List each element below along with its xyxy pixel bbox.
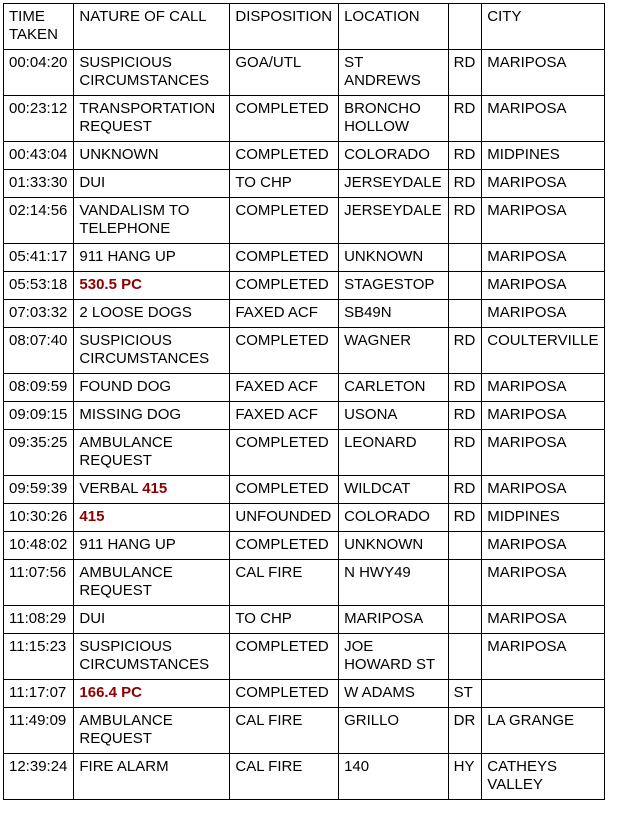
cell-time: 00:04:20 (4, 50, 74, 96)
table-row (4, 476, 605, 504)
header-row (4, 4, 605, 50)
cell-location: STAGESTOP (339, 272, 449, 300)
cell-location: WAGNER (339, 328, 449, 374)
table-row (4, 244, 605, 272)
cell-time: 12:39:24 (4, 754, 74, 800)
nature-text: AMBULANCE REQUEST (79, 434, 173, 469)
cell-suffix: RD (448, 170, 482, 198)
nature-text: TRANSPORTATION REQUEST (79, 100, 216, 135)
cell-city: MARIPOSA (482, 244, 605, 272)
cell-city: MIDPINES (482, 142, 605, 170)
table-row (4, 754, 605, 800)
table-row (4, 532, 605, 560)
nature-text: UNKNOWN (79, 146, 159, 163)
cell-nature (74, 532, 230, 560)
cell-suffix (448, 606, 482, 634)
cell-time: 00:23:12 (4, 96, 74, 142)
cell-nature (74, 198, 230, 244)
cell-time: 02:14:56 (4, 198, 74, 244)
cell-nature (74, 142, 230, 170)
cell-nature (74, 634, 230, 680)
nature-text: DUI (79, 610, 106, 627)
cell-city: MARIPOSA (482, 560, 605, 606)
cell-time: 09:35:25 (4, 430, 74, 476)
cell-disposition: CAL FIRE (230, 560, 339, 606)
cell-time: 11:15:23 (4, 634, 74, 680)
table-row (4, 328, 605, 374)
nature-text: FIRE ALARM (79, 758, 169, 775)
cell-city: MARIPOSA (482, 198, 605, 244)
cell-city: LA GRANGE (482, 708, 605, 754)
table-row (4, 142, 605, 170)
cell-suffix: ST (448, 680, 482, 708)
cell-suffix (448, 634, 482, 680)
cell-location: COLORADO (339, 504, 449, 532)
cell-time: 05:41:17 (4, 244, 74, 272)
table-row (4, 272, 605, 300)
cell-city: MARIPOSA (482, 634, 605, 680)
cell-suffix: RD (448, 142, 482, 170)
cell-city: MARIPOSA (482, 476, 605, 504)
cell-disposition: COMPLETED (230, 680, 339, 708)
cell-nature (74, 680, 230, 708)
cell-suffix: RD (448, 402, 482, 430)
table-row (4, 50, 605, 96)
cell-time: 08:07:40 (4, 328, 74, 374)
cell-city (482, 680, 605, 708)
cell-suffix (448, 272, 482, 300)
cell-city: MARIPOSA (482, 606, 605, 634)
cell-location: 140 (339, 754, 449, 800)
cell-nature (74, 328, 230, 374)
cell-disposition: FAXED ACF (230, 402, 339, 430)
penal-code: 530.5 PC (79, 276, 142, 293)
cell-time: 11:49:09 (4, 708, 74, 754)
penal-code: 415 (142, 480, 168, 497)
cell-disposition: COMPLETED (230, 142, 339, 170)
cell-time: 05:53:18 (4, 272, 74, 300)
cell-nature (74, 560, 230, 606)
cell-time: 01:33:30 (4, 170, 74, 198)
cell-location: JOE HOWARD ST (339, 634, 449, 680)
table-row (4, 708, 605, 754)
cell-city: MARIPOSA (482, 374, 605, 402)
table-row (4, 680, 605, 708)
cell-location: LEONARD (339, 430, 449, 476)
cell-time: 11:17:07 (4, 680, 74, 708)
cell-time: 09:09:15 (4, 402, 74, 430)
table-row (4, 606, 605, 634)
cell-nature (74, 754, 230, 800)
nature-text: DUI (79, 174, 106, 191)
nature-text: AMBULANCE REQUEST (79, 564, 173, 599)
table-row (4, 170, 605, 198)
nature-text: 911 HANG UP (79, 536, 176, 553)
cell-city: CATHEYS VALLEY (482, 754, 605, 800)
cell-city: MARIPOSA (482, 96, 605, 142)
cell-location: COLORADO (339, 142, 449, 170)
table-row (4, 430, 605, 476)
penal-code: 166.4 PC (79, 684, 142, 701)
cell-disposition: COMPLETED (230, 244, 339, 272)
cell-time: 11:08:29 (4, 606, 74, 634)
cell-time: 08:09:59 (4, 374, 74, 402)
cell-city: MIDPINES (482, 504, 605, 532)
cell-disposition: TO CHP (230, 170, 339, 198)
cell-nature (74, 244, 230, 272)
cell-city: MARIPOSA (482, 272, 605, 300)
nature-text: 2 LOOSE DOGS (79, 304, 192, 321)
cell-city: MARIPOSA (482, 170, 605, 198)
cell-time: 10:30:26 (4, 504, 74, 532)
cell-location: GRILLO (339, 708, 449, 754)
cell-location: MARIPOSA (339, 606, 449, 634)
nature-text: SUSPICIOUS CIRCUMSTANCES (79, 332, 210, 367)
cell-nature (74, 402, 230, 430)
header-location: LOCATION (339, 4, 449, 50)
cell-disposition: COMPLETED (230, 430, 339, 476)
nature-text: SUSPICIOUS CIRCUMSTANCES (79, 638, 210, 673)
table-row (4, 374, 605, 402)
cell-suffix: RD (448, 198, 482, 244)
table-row (4, 300, 605, 328)
header-city: CITY (482, 4, 605, 50)
cell-time: 07:03:32 (4, 300, 74, 328)
cell-location: JERSEYDALE (339, 198, 449, 244)
header-nature: NATURE OF CALL (74, 4, 230, 50)
cell-city: COULTERVILLE (482, 328, 605, 374)
cell-disposition: COMPLETED (230, 198, 339, 244)
cell-city: MARIPOSA (482, 50, 605, 96)
header-disposition: DISPOSITION (230, 4, 339, 50)
cell-location: SB49N (339, 300, 449, 328)
cell-disposition: COMPLETED (230, 96, 339, 142)
cell-location: UNKNOWN (339, 244, 449, 272)
penal-code: 415 (79, 508, 105, 525)
table-row (4, 198, 605, 244)
cell-suffix (448, 560, 482, 606)
cell-suffix: RD (448, 374, 482, 402)
cell-disposition: GOA/UTL (230, 50, 339, 96)
cell-suffix: RD (448, 504, 482, 532)
cell-suffix: RD (448, 96, 482, 142)
cell-nature (74, 476, 230, 504)
table-row (4, 504, 605, 532)
cell-suffix: RD (448, 328, 482, 374)
cell-nature (74, 504, 230, 532)
cell-disposition: FAXED ACF (230, 374, 339, 402)
cell-suffix: HY (448, 754, 482, 800)
nature-text: SUSPICIOUS CIRCUMSTANCES (79, 54, 210, 89)
cell-disposition: CAL FIRE (230, 708, 339, 754)
cell-disposition: COMPLETED (230, 532, 339, 560)
nature-text: MISSING DOG (79, 406, 182, 423)
cell-disposition: FAXED ACF (230, 300, 339, 328)
cell-location: USONA (339, 402, 449, 430)
nature-text: AMBULANCE REQUEST (79, 712, 173, 747)
cell-disposition: TO CHP (230, 606, 339, 634)
header-time: TIME TAKEN (4, 4, 74, 50)
cell-city: MARIPOSA (482, 532, 605, 560)
cell-disposition: COMPLETED (230, 476, 339, 504)
cell-nature (74, 50, 230, 96)
cell-nature (74, 708, 230, 754)
cell-disposition: CAL FIRE (230, 754, 339, 800)
cell-city: MARIPOSA (482, 300, 605, 328)
cell-time: 00:43:04 (4, 142, 74, 170)
nature-text: FOUND DOG (79, 378, 172, 395)
cell-nature (74, 170, 230, 198)
cell-nature (74, 272, 230, 300)
cell-suffix (448, 244, 482, 272)
cell-nature (74, 430, 230, 476)
cell-suffix: RD (448, 430, 482, 476)
cell-location: BRONCHO HOLLOW (339, 96, 449, 142)
table-row (4, 96, 605, 142)
cell-suffix: RD (448, 476, 482, 504)
nature-text: VERBAL (79, 480, 139, 497)
cell-disposition: UNFOUNDED (230, 504, 339, 532)
cell-time: 09:59:39 (4, 476, 74, 504)
cell-nature (74, 374, 230, 402)
cell-location: ST ANDREWS (339, 50, 449, 96)
cell-disposition: COMPLETED (230, 272, 339, 300)
cell-location: N HWY49 (339, 560, 449, 606)
cell-time: 11:07:56 (4, 560, 74, 606)
nature-text: 911 HANG UP (79, 248, 176, 265)
cell-disposition: COMPLETED (230, 634, 339, 680)
cell-suffix (448, 300, 482, 328)
cell-nature (74, 300, 230, 328)
cell-suffix (448, 532, 482, 560)
cell-city: MARIPOSA (482, 402, 605, 430)
cell-location: WILDCAT (339, 476, 449, 504)
cell-nature (74, 96, 230, 142)
cell-location: UNKNOWN (339, 532, 449, 560)
nature-text: VANDALISM TO TELEPHONE (79, 202, 190, 237)
cell-time: 10:48:02 (4, 532, 74, 560)
table-row (4, 560, 605, 606)
cell-suffix: RD (448, 50, 482, 96)
cell-city: MARIPOSA (482, 430, 605, 476)
cell-location: W ADAMS (339, 680, 449, 708)
cell-location: CARLETON (339, 374, 449, 402)
cell-suffix: DR (448, 708, 482, 754)
cell-location: JERSEYDALE (339, 170, 449, 198)
cell-nature (74, 606, 230, 634)
table-row (4, 634, 605, 680)
table-row (4, 402, 605, 430)
header-suffix (448, 4, 482, 50)
cell-disposition: COMPLETED (230, 328, 339, 374)
call-log-table (3, 3, 605, 800)
